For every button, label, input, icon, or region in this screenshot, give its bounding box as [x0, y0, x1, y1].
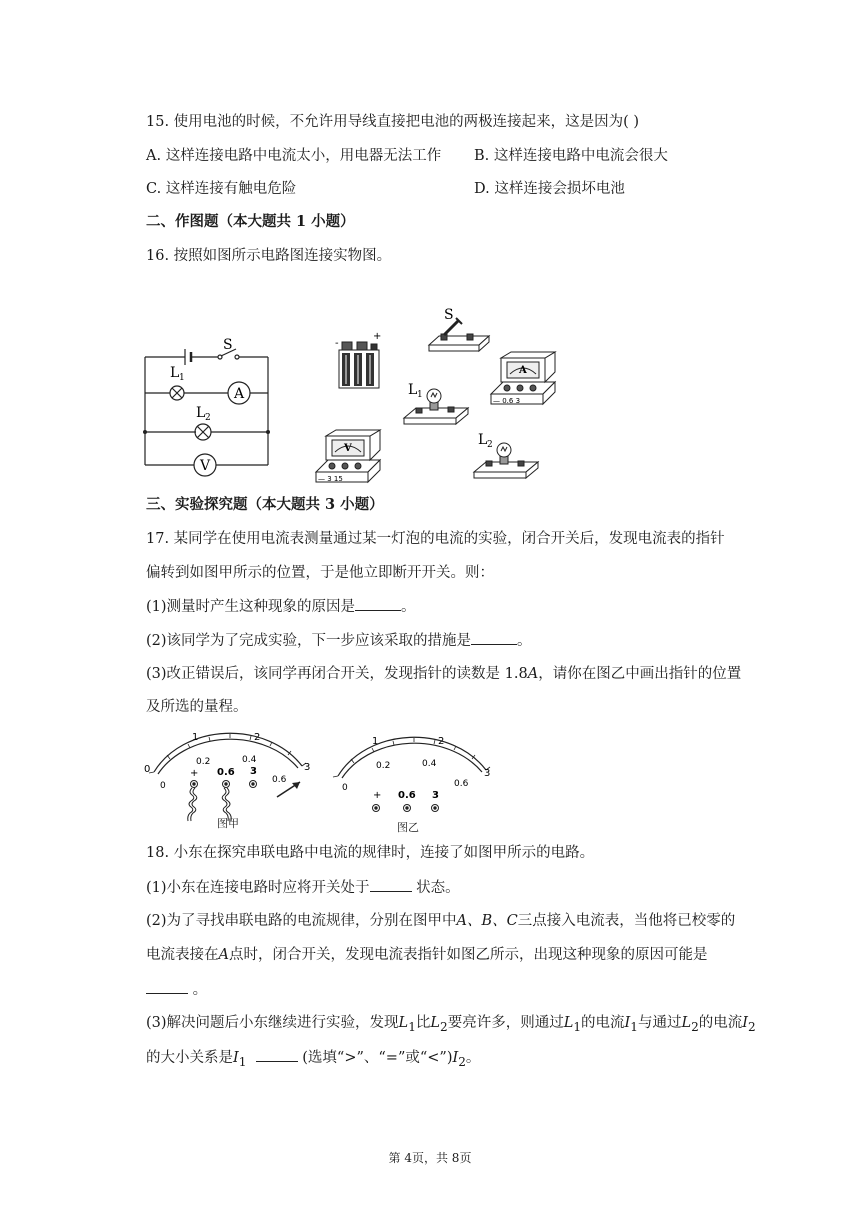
q18-part1-text: (1)小东在连接电路时应将开关处于 [146, 880, 370, 896]
q17-part3-line2: 及所选的量程。 [146, 699, 248, 715]
circuit-label-l1: L [170, 365, 180, 381]
q17-part3-line1 [146, 664, 741, 684]
q18-part2-text-a: (2)为了寻找串联电路的电流规律，分别在图甲中 [146, 913, 457, 929]
section-heading-drawing: 二、作图题（本大题共 1 小题） [146, 213, 355, 230]
battery-plus-label: + [373, 331, 382, 342]
q17-stem-line1: 17. 某同学在使用电流表测量通过某一灯泡的电流的实验，闭合开关后，发现电流表的指针 [146, 531, 725, 547]
page-footer: 第 4页，共 8页 [388, 1151, 472, 1165]
voltmeter-terminal-labels: — 3 15 [318, 475, 343, 483]
q18-part1 [146, 877, 460, 898]
q18-part2-line2 [146, 945, 707, 965]
lamp-l2-device [470, 428, 542, 483]
q15-option-d: D. 这样连接会损坏电池 [474, 181, 625, 197]
q18-part2-line1 [146, 911, 735, 931]
q15-option-c: C. 这样连接有触电危险 [146, 181, 297, 197]
q17-part1-end: 。 [401, 599, 416, 615]
q18-var-i2-sub: 2 [748, 1019, 756, 1034]
q18-part2-text-b: 三点接入电流表，当他将已校零的 [517, 913, 736, 929]
q18-part1-end: 状态。 [411, 880, 460, 896]
meter-yi-inner-2: 0.4 [422, 759, 437, 769]
meter-yi-inner-1: 0.2 [376, 761, 391, 771]
meter-yi-terminal-3: 3 [432, 790, 439, 801]
meter-jia-outer-3: 3 [304, 762, 311, 773]
q18-var-i1-sub: 1 [630, 1019, 638, 1034]
q18-part3-mid1: 比 [415, 1015, 431, 1031]
meter-jia-terminal-plus: + [190, 768, 199, 779]
q15-option-a: A. 这样连接电路中电流太小，用电器无法工作 [146, 148, 442, 164]
q15-option-b: B. 这样连接电路中电流会很大 [474, 148, 668, 164]
caption-yi: 图乙 [397, 821, 419, 834]
q17-part2-blank[interactable] [471, 630, 517, 645]
meter-jia-outer-2: 2 [254, 732, 261, 743]
q18-part2-blank[interactable] [146, 979, 188, 994]
q18-part2-line3 [146, 979, 207, 1000]
meter-jia-inner-2: 0.4 [242, 755, 257, 765]
q18-part3-blank[interactable] [256, 1047, 298, 1062]
q18-part3-text-b: 的大小关系是 [146, 1050, 233, 1066]
q17-part1-text: (1)测量时产生这种现象的原因是 [146, 599, 356, 615]
q18-var-l1: L [398, 1015, 409, 1031]
q17-part3-text-b: ，请你在图乙中画出指针的位置 [538, 666, 742, 682]
q18-var-i1c-sub: 1 [238, 1054, 247, 1069]
q18-part2-points: A、B、C [456, 913, 518, 929]
circuit-label-v: V [200, 458, 211, 474]
circuit-label-l1-sub: 1 [179, 373, 185, 383]
meter-jia-inner-3: 0.6 [272, 775, 287, 785]
meter-jia-outer-0: 0 [144, 764, 151, 775]
caption-jia: 图甲 [217, 817, 239, 830]
meter-yi [330, 726, 502, 826]
q18-var-l1b: L [563, 1015, 574, 1031]
circuit-label-l2-sub: 2 [205, 413, 211, 423]
ammeter-letter: A [519, 365, 527, 376]
q18-part3-line2 [146, 1047, 480, 1072]
section-heading-experiment: 三、实验探究题（本大题共 3 小题） [146, 496, 384, 513]
circuit-label-l2: L [196, 405, 206, 421]
q18-part3-choice: (选填“>”、“=”或“<”) [302, 1050, 453, 1066]
circuit-label-a: A [234, 386, 245, 402]
q18-var-l1b-sub: 1 [573, 1019, 582, 1034]
q17-part3-text-a: (3)改正错误后，该同学再闭合开关，发现指针的读数是 1.8 [146, 666, 528, 682]
lamp-l2-label: L [478, 432, 488, 448]
meter-yi-outer-3: 3 [484, 768, 491, 779]
meter-yi-outer-2: 2 [438, 736, 445, 747]
switch-label: S [444, 307, 454, 323]
ammeter-terminal-labels: — 0.6 3 [493, 397, 521, 405]
meter-yi-outer-1: 1 [372, 736, 379, 747]
q18-var-l2-sub: 2 [440, 1019, 448, 1034]
q18-var-i2: I [742, 1015, 749, 1031]
q18-part3-end: 。 [465, 1050, 481, 1066]
q18-stem: 18. 小东在探究串联电路中电流的规律时，连接了如图甲所示的电路。 [146, 845, 595, 861]
q15-stem: 15. 使用电池的时候，不允许用导线直接把电池的两极连接起来，这是因为( ) [146, 114, 640, 130]
ammeter-device [487, 352, 559, 410]
circuit-diagram [140, 335, 275, 474]
battery-pack [333, 330, 388, 392]
q18-part2-end: 。 [188, 982, 208, 998]
q18-var-i2c: I [452, 1050, 459, 1066]
circuit-label-s: S [223, 337, 233, 353]
voltmeter-device [312, 430, 384, 488]
q18-var-l2b-sub: 2 [691, 1019, 699, 1034]
q18-part1-blank[interactable] [370, 877, 412, 892]
lamp-l1-device [400, 378, 472, 430]
lamp-l1-sub: 1 [417, 390, 423, 400]
meter-jia-inner-1: 0.2 [196, 757, 211, 767]
q18-part2-text-d: 点时，闭合开关，发现电流表指针如图乙所示，出现这种现象的原因可能是 [228, 947, 708, 963]
meter-yi-terminal-plus: + [373, 790, 382, 801]
q17-part1 [146, 596, 416, 617]
q17-part2 [146, 630, 532, 651]
q18-part3-mid2: 要亮许多，则通过 [447, 1015, 564, 1031]
q18-part3-line1 [146, 1013, 756, 1037]
meter-yi-inner-3: 0.6 [454, 779, 469, 789]
q18-part2-point-a: A [218, 947, 229, 963]
q18-var-i1: I [624, 1015, 631, 1031]
q18-part2-text-c: 电流表接在 [146, 947, 219, 963]
q17-part2-end: 。 [517, 633, 532, 649]
q18-var-l2: L [430, 1015, 441, 1031]
q17-stem-line2: 偏转到如图甲所示的位置，于是他立即断开开关。则： [146, 565, 494, 581]
meter-jia-outer-1: 1 [192, 732, 199, 743]
battery-minus-label: - [335, 338, 339, 349]
q18-part3-mid3: 的电流 [581, 1015, 625, 1031]
q18-var-i1c: I [233, 1050, 239, 1066]
q18-part3-text-a: (3)解决问题后小东继续进行实验，发现 [146, 1015, 399, 1031]
meter-jia-terminal-3: 3 [250, 766, 257, 777]
lamp-l1-label: L [408, 382, 418, 398]
meter-jia-terminal-06: 0.6 [217, 767, 235, 778]
lamp-l2-sub: 2 [487, 440, 493, 450]
meter-yi-inner-0: 0 [342, 783, 348, 793]
q18-part3-mid4: 与通过 [637, 1015, 682, 1031]
q17-part3-unit: A [527, 666, 539, 682]
q18-part3-mid5: 的电流 [698, 1015, 743, 1031]
q18-var-i2c-sub: 2 [458, 1054, 466, 1069]
q17-part1-blank[interactable] [355, 596, 401, 611]
q18-var-l2b: L [681, 1015, 692, 1031]
q18-var-l1-sub: 1 [408, 1019, 416, 1034]
knife-switch [424, 303, 494, 358]
q16-stem: 16. 按照如图所示电路图连接实物图。 [146, 248, 392, 264]
meter-jia-inner-0: 0 [160, 781, 166, 791]
meter-yi-terminal-06: 0.6 [398, 790, 416, 801]
voltmeter-letter: V [344, 443, 352, 454]
q17-part2-text: (2)该同学为了完成实验，下一步应该采取的措施是 [146, 633, 472, 649]
